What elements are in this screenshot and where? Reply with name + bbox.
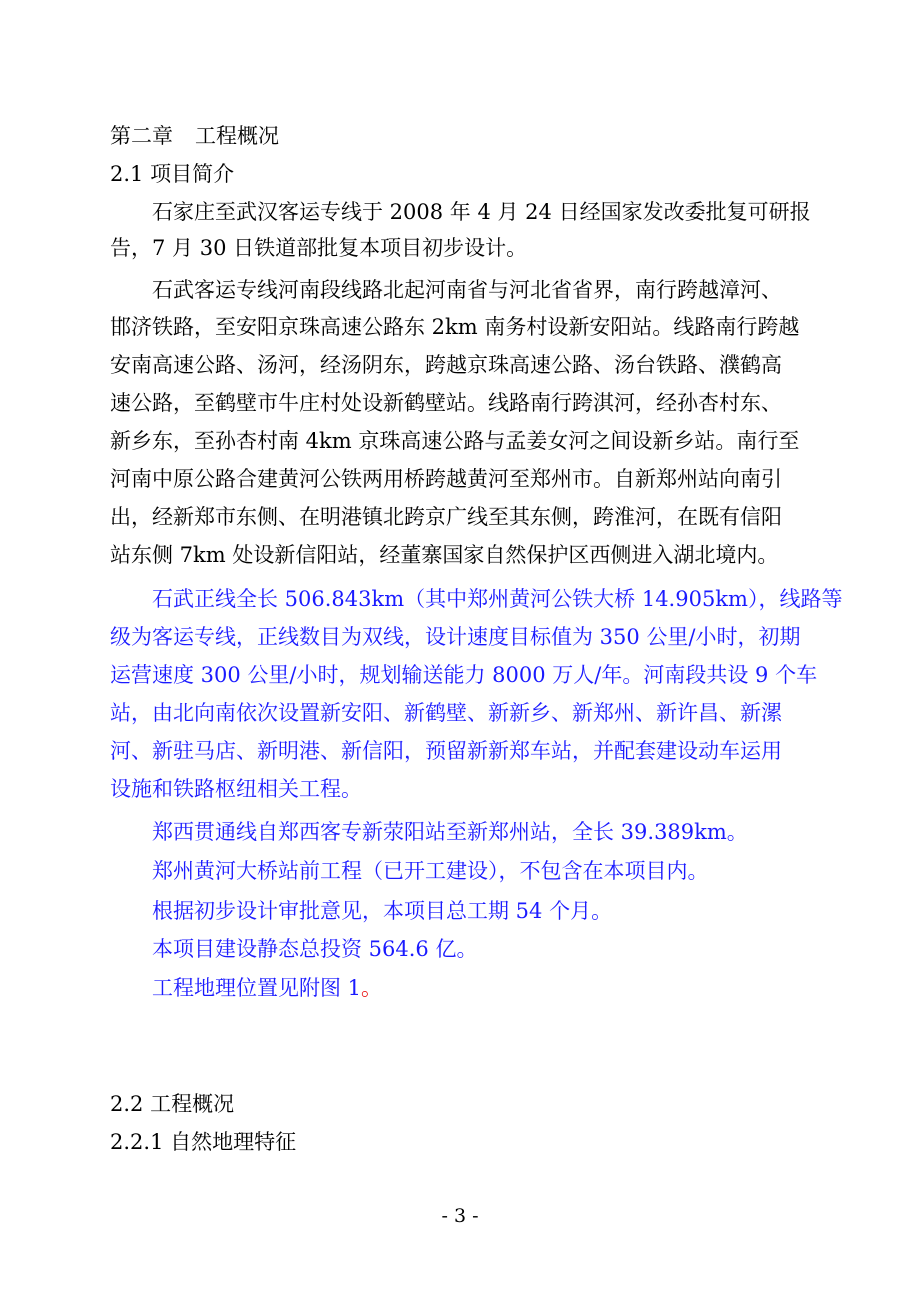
- paragraph-2-line: 新乡东，至孙杏村南 4km 京珠高速公路与孟姜女河之间设新乡站。南行至: [110, 429, 800, 453]
- paragraph-2-line: 邯济铁路，至安阳京珠高速公路东 2km 南务村设新安阳站。线路南行跨越: [110, 315, 800, 339]
- paragraph-4: 郑西贯通线自郑西客专新荥阳站至新郑州站，全长 39.389km。: [152, 820, 748, 844]
- section-2-2-title: 2.2 工程概况: [110, 1092, 235, 1116]
- section-2-1-title: 2.1 项目简介: [110, 162, 235, 186]
- paragraph-3-line: 石武正线全长 506.843km（其中郑州黄河公铁大桥 14.905km），线路等: [152, 587, 843, 611]
- paragraph-2-line: 石武客运专线河南段线路北起河南省与河北省省界，南行跨越漳河、: [152, 278, 782, 302]
- paragraph-1-line: 告，7 月 30 日铁道部批复本项目初步设计。: [110, 236, 528, 260]
- paragraph-2-line: 站东侧 7km 处设新信阳站，经董寨国家自然保护区西侧进入湖北境内。: [110, 543, 779, 567]
- paragraph-8-text: 工程地理位置见附图 1: [152, 976, 362, 1000]
- paragraph-8: [152, 974, 382, 1002]
- paragraph-6: 根据初步设计审批意见，本项目总工期 54 个月。: [152, 899, 613, 923]
- paragraph-3-line: 运营速度 300 公里/小时，规划输送能力 8000 万人/年。河南段共设 9 个车: [110, 663, 818, 687]
- paragraph-2-line: 速公路，至鹤壁市牛庄村处设新鹤壁站。线路南行跨淇河，经孙杏村东、: [110, 391, 782, 415]
- page-number: - 3 -: [441, 1205, 479, 1227]
- section-2-2-1-title: 2.2.1 自然地理特征: [110, 1130, 297, 1154]
- paragraph-3-line: 级为客运专线，正线数目为双线，设计速度目标值为 350 公里/小时，初期: [110, 625, 801, 649]
- paragraph-3-line: 设施和铁路枢纽相关工程。: [110, 777, 362, 801]
- paragraph-2-line: 安南高速公路、汤河，经汤阴东，跨越京珠高速公路、汤台铁路、濮鹤高: [110, 353, 782, 377]
- chapter-heading: [110, 122, 279, 150]
- paragraph-3-line: 站，由北向南依次设置新安阳、新鹤壁、新新乡、新郑州、新许昌、新漯: [110, 701, 782, 725]
- paragraph-2-line: 出，经新郑市东侧、在明港镇北跨京广线至其东侧，跨淮河，在既有信阳: [110, 505, 782, 529]
- paragraph-5: 郑州黄河大桥站前工程（已开工建设），不包含在本项目内。: [152, 859, 709, 883]
- paragraph-1-line: 石家庄至武汉客运专线于 2008 年 4 月 24 日经国家发改委批复可研报: [152, 200, 811, 224]
- paragraph-7: 本项目建设静态总投资 564.6 亿。: [152, 937, 478, 961]
- paragraph-2-line: 河南中原公路合建黄河公铁两用桥跨越黄河至郑州市。自新郑州站向南引: [110, 467, 782, 491]
- chapter-title: 工程概况: [195, 124, 279, 148]
- paragraph-8-mark: 。: [361, 976, 383, 1000]
- paragraph-3-line: 河、新驻马店、新明港、新信阳，预留新新郑车站，并配套建设动车运用: [110, 739, 782, 763]
- chapter-number: 第二章: [110, 124, 173, 148]
